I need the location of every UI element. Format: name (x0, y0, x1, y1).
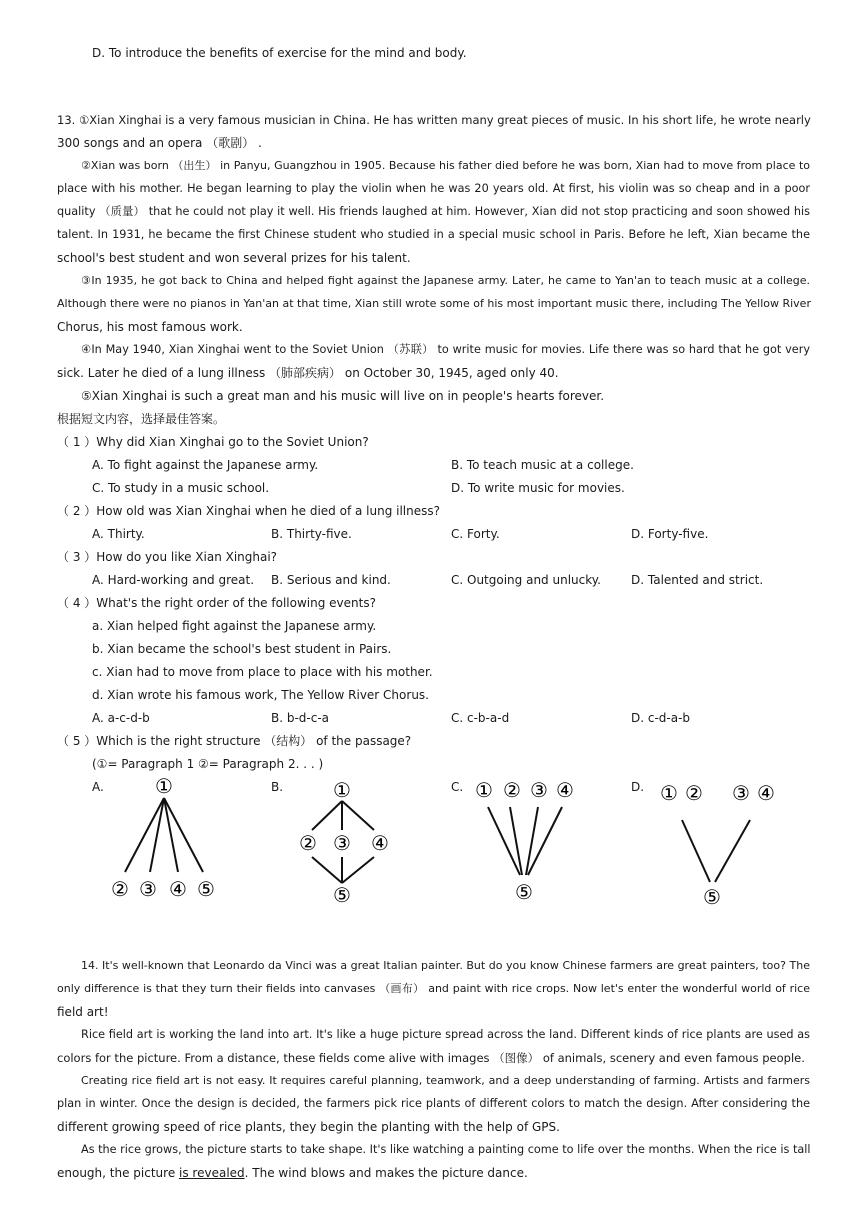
q3-option-d[interactable]: D. Talented and strict. (631, 573, 764, 587)
q4-option-a[interactable]: A. a-c-d-b (92, 711, 150, 725)
q13-p2-line2: place with his mother. He began learning to play the violin when he was 20 years old. At first, his violin was so cheap and in a poor (57, 182, 810, 195)
instruction: 根据短文内容，选择最佳答案。 (57, 412, 226, 426)
node-2: ② (299, 831, 317, 855)
q5-note: (①= Paragraph 1 ②= Paragraph 2. . . ) (92, 757, 324, 771)
q4-event-a: a. Xian helped fight against the Japanese army. (92, 619, 377, 633)
q2-option-a[interactable]: A. Thirty. (92, 527, 145, 541)
node-3: ③ (333, 831, 351, 855)
node-1: ① (155, 774, 173, 798)
q5-option-a-label[interactable]: A. (92, 780, 104, 794)
question-4-stem: （ 4 ）What's the right order of the following events? (57, 596, 376, 610)
prev-question-option-d: D. To introduce the benefits of exercise for the mind and body. (92, 46, 467, 60)
node-1: ① (333, 778, 351, 802)
q13-p2-line5: school's best student and won several prizes for his talent. (57, 251, 411, 265)
node-5: ⑤ (197, 877, 215, 901)
q1-option-a[interactable]: A. To fight against the Japanese army. (92, 458, 319, 472)
q14-p4-line2 (57, 1164, 528, 1182)
q13-p5-line1: ⑤Xian Xinghai is such a great man and his music will live on in people's hearts forever. (81, 389, 605, 403)
q2-option-c[interactable]: C. Forty. (451, 527, 500, 541)
node-5: ⑤ (515, 880, 533, 904)
q5-option-b-label[interactable]: B. (271, 780, 284, 794)
q4-option-b[interactable]: B. b-d-c-a (271, 711, 330, 725)
q4-event-c: c. Xian had to move from place to place with his mother. (92, 665, 433, 679)
q13-p2-line1: ②Xian was born （出生） in Panyu, Guangzhou in 1905. Because his father died before he was born, Xian had to move from place to (81, 159, 810, 172)
node-4: ④ (371, 831, 389, 855)
q4-option-d[interactable]: D. c-d-a-b (631, 711, 691, 725)
q4-option-c[interactable]: C. c-b-a-d (451, 711, 510, 725)
q13-p4-line2: sick. Later he died of a lung illness （肺部疾病） on October 30, 1945, aged only 40. (57, 366, 559, 380)
q14-p2-line1: Rice field art is working the land into art. It's like a huge picture spread across the land. Different kinds of rice plants are used as (81, 1028, 810, 1041)
question-3-stem: （ 3 ）How do you like Xian Xinghai? (57, 550, 278, 564)
q1-option-b[interactable]: B. To teach music at a college. (451, 458, 634, 472)
q4-event-d: d. Xian wrote his famous work, The Yellow River Chorus. (92, 688, 429, 702)
q14-p4-line2-post: . The wind blows and makes the picture dance. (244, 1166, 528, 1180)
node-1: ① (475, 778, 493, 802)
q2-option-b[interactable]: B. Thirty-five. (271, 527, 352, 541)
q1-option-c[interactable]: C. To study in a music school. (92, 481, 270, 495)
structure-diagram-a[interactable] (105, 772, 225, 907)
q14-p3-line2: plan in winter. Once the design is decided, the farmers pick rice plants of different colors to match the design. After considering the (57, 1097, 810, 1110)
node-4: ④ (556, 778, 574, 802)
q13-p4-line1: ④In May 1940, Xian Xinghai went to the Soviet Union （苏联） to write music for movies. Life there was so hard that he got very (81, 343, 810, 356)
q14-p2-line2: colors for the picture. From a distance, these fields come alive with images （图像） of animals, scenery and even famous people. (57, 1051, 805, 1065)
q14-p3-line3: different growing speed of rice plants, they begin the planting with the help of GPS. (57, 1120, 560, 1134)
q13-p3-line3: Chorus, his most famous work. (57, 320, 243, 334)
node-5: ⑤ (333, 883, 351, 907)
q13-p2-line3: quality （质量） that he could not play it well. His friends laughed at him. However, Xian did not stop practicing and soon showed his (57, 205, 810, 218)
underlined-phrase: is revealed (179, 1166, 245, 1180)
node-3: ③ (139, 877, 157, 901)
q13-p2-line4: talent. In 1931, he became the first Chinese student who studied in a special music school in Paris. Before he left, Xian became the (57, 228, 810, 241)
node-5: ⑤ (703, 885, 721, 909)
q13-p1-line2: 300 songs and an opera （歌剧） . (57, 136, 262, 150)
node-3: ③ (530, 778, 548, 802)
q13-p3-line2: Although there were no pianos in Yan'an at that time, Xian still wrote some of his most important music there, including The Yellow River (57, 297, 811, 310)
node-2: ② (685, 781, 703, 805)
node-4: ④ (169, 877, 187, 901)
node-3: ③ (732, 781, 750, 805)
q14-p1-line1: 14. It's well-known that Leonardo da Vinci was a great Italian painter. But do you know Chinese farmers are great painters, too? The (81, 959, 810, 972)
q5-option-c-label[interactable]: C. (451, 780, 464, 794)
node-2: ② (111, 877, 129, 901)
q14-p1-line2: only difference is that they turn their fields into canvases （画布） and paint with rice crops. Now let's enter the wonderful world of rice (57, 982, 810, 995)
question-5-stem: （ 5 ）Which is the right structure （结构） of the passage? (57, 734, 412, 748)
q13-p3-line1: ③In 1935, he got back to China and helped fight against the Japanese army. Later, he came to Yan'an to teach music at a college. (81, 274, 810, 287)
q3-option-a[interactable]: A. Hard-working and great. (92, 573, 255, 587)
q14-p3-line1: Creating rice field art is not easy. It requires careful planning, teamwork, and a deep understanding of farming. Artists and farmers (81, 1074, 810, 1087)
q14-p4-line1: As the rice grows, the picture starts to take shape. It's like watching a painting come to life over the months. When the rice is tall (81, 1143, 811, 1156)
q1-option-d[interactable]: D. To write music for movies. (451, 481, 625, 495)
q14-p4-line2-pre: enough, the picture (57, 1166, 180, 1180)
q13-p1-line1: 13. ①Xian Xinghai is a very famous musician in China. He has written many great pieces of music. In his short life, he wrote nearly (57, 113, 811, 127)
q14-p1-line3: field art! (57, 1005, 109, 1019)
q3-option-c[interactable]: C. Outgoing and unlucky. (451, 573, 601, 587)
node-4: ④ (757, 781, 775, 805)
question-1-stem: （ 1 ）Why did Xian Xinghai go to the Soviet Union? (57, 435, 369, 449)
question-2-stem: （ 2 ）How old was Xian Xinghai when he died of a lung illness? (57, 504, 440, 518)
q3-option-b[interactable]: B. Serious and kind. (271, 573, 391, 587)
structure-diagram-d[interactable] (655, 780, 780, 910)
structure-diagram-c[interactable] (470, 775, 580, 905)
node-1: ① (660, 781, 678, 805)
node-2: ② (503, 778, 521, 802)
q2-option-d[interactable]: D. Forty-five. (631, 527, 709, 541)
structure-diagram-b[interactable] (290, 775, 400, 910)
q4-event-b: b. Xian became the school's best student in Pairs. (92, 642, 392, 656)
q5-option-d-label[interactable]: D. (631, 780, 645, 794)
